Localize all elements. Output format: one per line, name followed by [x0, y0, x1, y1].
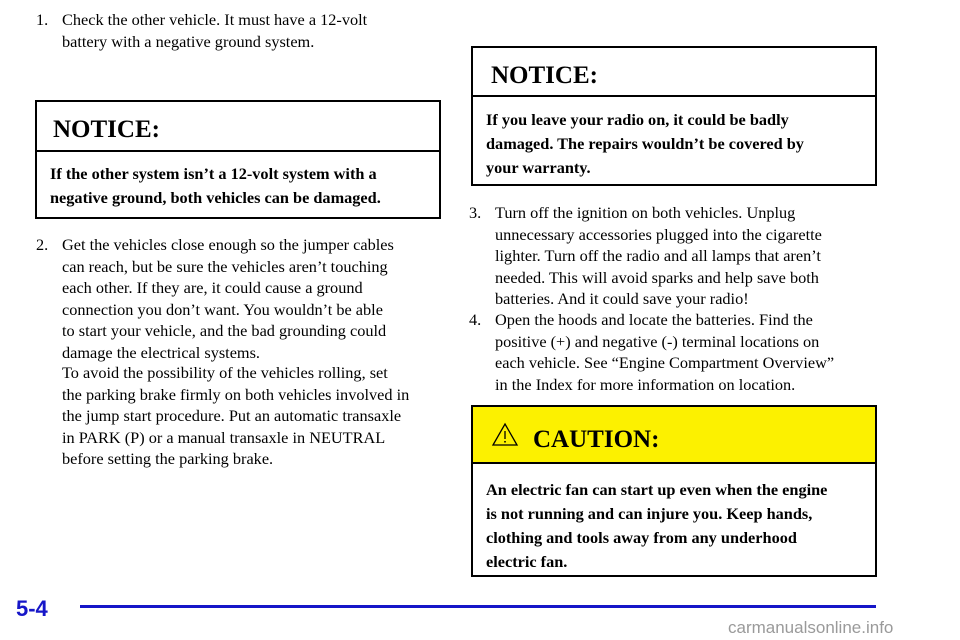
step-number: 3.: [469, 203, 482, 222]
page-number: 5-4: [16, 596, 48, 621]
notice-title: NOTICE:: [491, 62, 598, 89]
step-text: [62, 234, 446, 363]
notice-box: [471, 46, 877, 186]
caution-header: [473, 407, 875, 464]
notice-header: [37, 102, 439, 152]
text-line: damaged. The repairs wouldn’t be covered by: [486, 134, 804, 153]
step-number: 2.: [36, 235, 49, 254]
step-4: [469, 309, 889, 395]
text-line: Get the vehicles close enough so the jumper cables: [62, 235, 394, 254]
text-line: each vehicle. See “Engine Compartment Overview”: [495, 353, 835, 372]
step-text: [495, 202, 889, 310]
text-line: each other. If they are, it could cause a ground: [62, 278, 363, 297]
step-number: 4.: [469, 310, 482, 329]
text-line: needed. This will avoid sparks and help save both: [495, 267, 819, 287]
step-2: [36, 234, 446, 363]
step-text: [62, 9, 446, 52]
caution-box: [471, 405, 877, 577]
text-line: can reach, but be sure the vehicles aren’t touching: [62, 256, 388, 276]
text-line: to start your vehicle, and the bad grounding could: [62, 321, 387, 340]
text-line: To avoid the possibility of the vehicles rolling, set: [62, 363, 388, 382]
text-line: unnecessary accessories plugged into the cigarette: [495, 224, 822, 244]
text-line: negative ground, both vehicles can be damaged.: [50, 188, 381, 207]
text-line: the parking brake firmly on both vehicles involved in: [62, 384, 410, 404]
caution-body: [473, 464, 875, 575]
footer-rule: [80, 605, 876, 608]
text-line: in the Index for more information on location.: [495, 374, 796, 394]
notice-text: [50, 162, 381, 210]
text-line: battery with a negative ground system.: [62, 31, 315, 51]
notice-title: NOTICE:: [53, 116, 160, 143]
caution-title: CAUTION:: [533, 426, 660, 453]
text-line: damage the electrical systems.: [62, 342, 261, 362]
text-line: is not running and can injure you. Keep hands,: [486, 504, 813, 523]
text-line: Check the other vehicle. It must have a 12‐volt: [62, 10, 368, 29]
text-line: the jump start procedure. Put an automatic transaxle: [62, 406, 402, 425]
text-line: clothing and tools away from any underhood: [486, 528, 797, 547]
text-line: An electric fan can start up even when the engine: [486, 480, 828, 499]
caution-text: [486, 478, 827, 574]
text-line: your warranty.: [486, 158, 591, 177]
notice-box: [35, 100, 441, 219]
text-line: batteries. And it could save your radio!: [495, 289, 749, 308]
text-line: positive (+) and negative (‐) terminal locations on: [495, 331, 820, 351]
notice-header: [473, 48, 875, 97]
text-line: connection you don’t want. You wouldn’t be able: [62, 299, 383, 319]
step-number: 1.: [36, 10, 49, 29]
text-line: Turn off the ignition on both vehicles. Unplug: [495, 203, 796, 222]
text-line: lighter. Turn off the radio and all lamps that aren’t: [495, 246, 821, 265]
text-line: in PARK (P) or a manual transaxle in NEUTRAL: [62, 427, 386, 447]
text-line: If the other system isn’t a 12‐volt system with a: [50, 164, 377, 183]
watermark: carmanualsonline.info: [728, 618, 894, 637]
warning-triangle-icon: [491, 422, 519, 447]
notice-text: [486, 108, 804, 180]
step-1: [36, 9, 446, 52]
step-text: [495, 309, 889, 395]
text-line: If you leave your radio on, it could be badly: [486, 110, 789, 129]
text-line: electric fan.: [486, 552, 568, 571]
step-2-paragraph: [62, 362, 452, 470]
step-3: [469, 202, 889, 310]
text-line: before setting the parking brake.: [62, 449, 274, 468]
text-line: Open the hoods and locate the batteries. Find the: [495, 310, 813, 329]
